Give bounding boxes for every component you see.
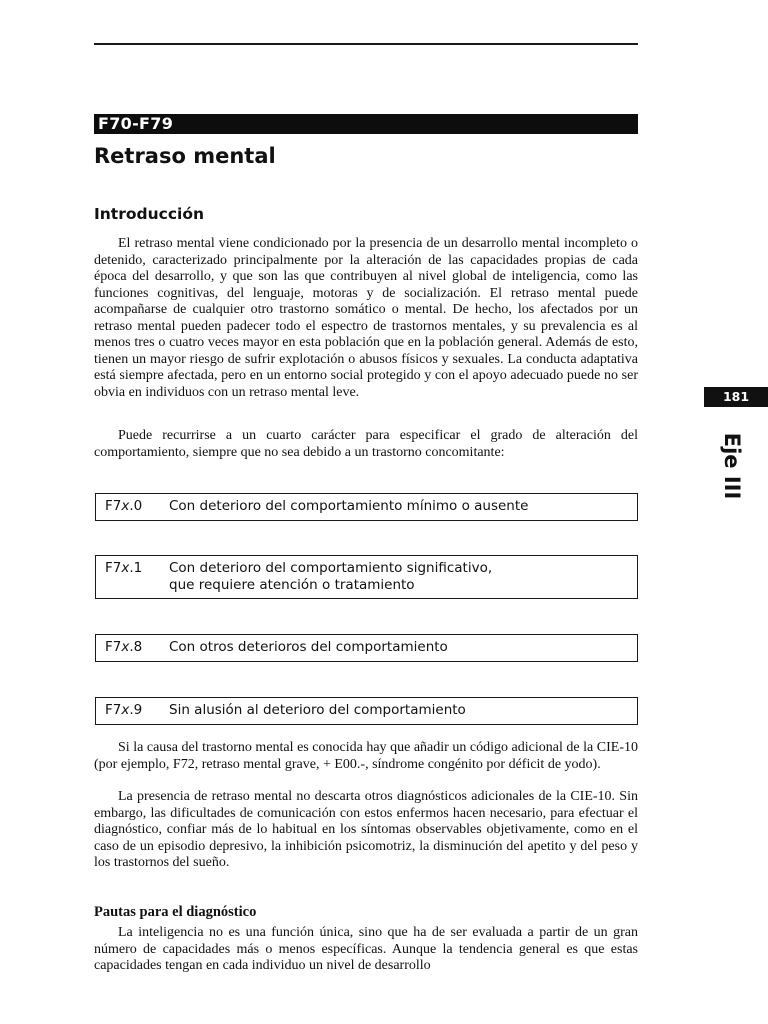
code-label: F7x.9 (105, 702, 143, 718)
after-paragraph-1: Si la causa del trastorno mental es conocida hay que añadir un código adicional de la CIE-10 (por ejemplo, F72, retraso mental grave, + E00.-, síndrome congénito por déficit de yodo). (94, 740, 638, 772)
subheading-pautas: Pautas para el diagnóstico (94, 904, 257, 920)
intro-paragraph-2: Puede recurrirse a un cuarto carácter para especificar el grado de alteración del comportamiento, siempre que no sea debido a un trastorno concomitante: (94, 428, 638, 460)
code-label: F7x.8 (105, 639, 143, 655)
axis-label-eje-iii: Eje III (720, 432, 744, 500)
page-number-tab: 181 (704, 387, 768, 407)
section-heading-introduccion: Introducción (94, 205, 205, 223)
code-box-f7x0 (95, 493, 638, 521)
code-box-f7x1 (95, 555, 638, 599)
code-label: F7x.1 (105, 560, 143, 576)
code-description: Con deterioro del comportamiento mínimo o ausente (169, 498, 529, 514)
intro-paragraph-1: El retraso mental viene condicionado por la presencia de un desarrollo mental incompleto o detenido, caracterizado principalmente por la alteración de las capacidades propias de cada época del desarrollo, y que son las que contribuyen al nivel global de inteligencia, como las funciones cognitivas, del lenguaje, motoras y de socialización. El retraso mental puede acompañarse de cualquier otro trastorno somático o mental. De hecho, los afectados por un retraso mental pueden padecer todo el espectro de trastornos mentales, y su prevalencia es al menos tres o cuatro veces mayor en esta población que en la población general. Además de esto, tienen un mayor riesgo de sufrir explotación o abusos físicos y sexuales. La conducta adaptativa está siempre afectada, pero en un entorno social protegido y con el apoyo adecuado puede no ser obvia en individuos con un retraso mental leve. (94, 236, 638, 400)
code-box-f7x9 (95, 697, 638, 725)
code-range-bar: F70-F79 (94, 114, 638, 134)
top-rule (94, 43, 638, 45)
code-description: Con otros deterioros del comportamiento (169, 639, 448, 655)
code-description: Con deterioro del comportamiento significativo, que requiere atención o tratamiento (169, 560, 493, 593)
after-paragraph-2: La presencia de retraso mental no descarta otros diagnósticos adicionales de la CIE-10. Sin embargo, las dificultades de comunicación con estos enfermos hacen necesario, para efectuar el diagnóstico, confiar más de lo habitual en los síntomas observables objetivamente, como en el caso de un episodio depresivo, la inhibición psicomotriz, la disminución del apetito y del peso y los trastornos del sueño. (94, 789, 638, 870)
code-label: F7x.0 (105, 498, 143, 514)
code-description: Sin alusión al deterioro del comportamiento (169, 702, 466, 718)
guidelines-paragraph: La inteligencia no es una función única, sino que ha de ser evaluada a partir de un gran número de capacidades más o menos específicas. Aunque la tendencia general es que estas capacidades tengan en cada individuo un nivel de desarrollo (94, 925, 638, 973)
code-box-f7x8 (95, 634, 638, 662)
page-title: Retraso mental (94, 144, 276, 168)
